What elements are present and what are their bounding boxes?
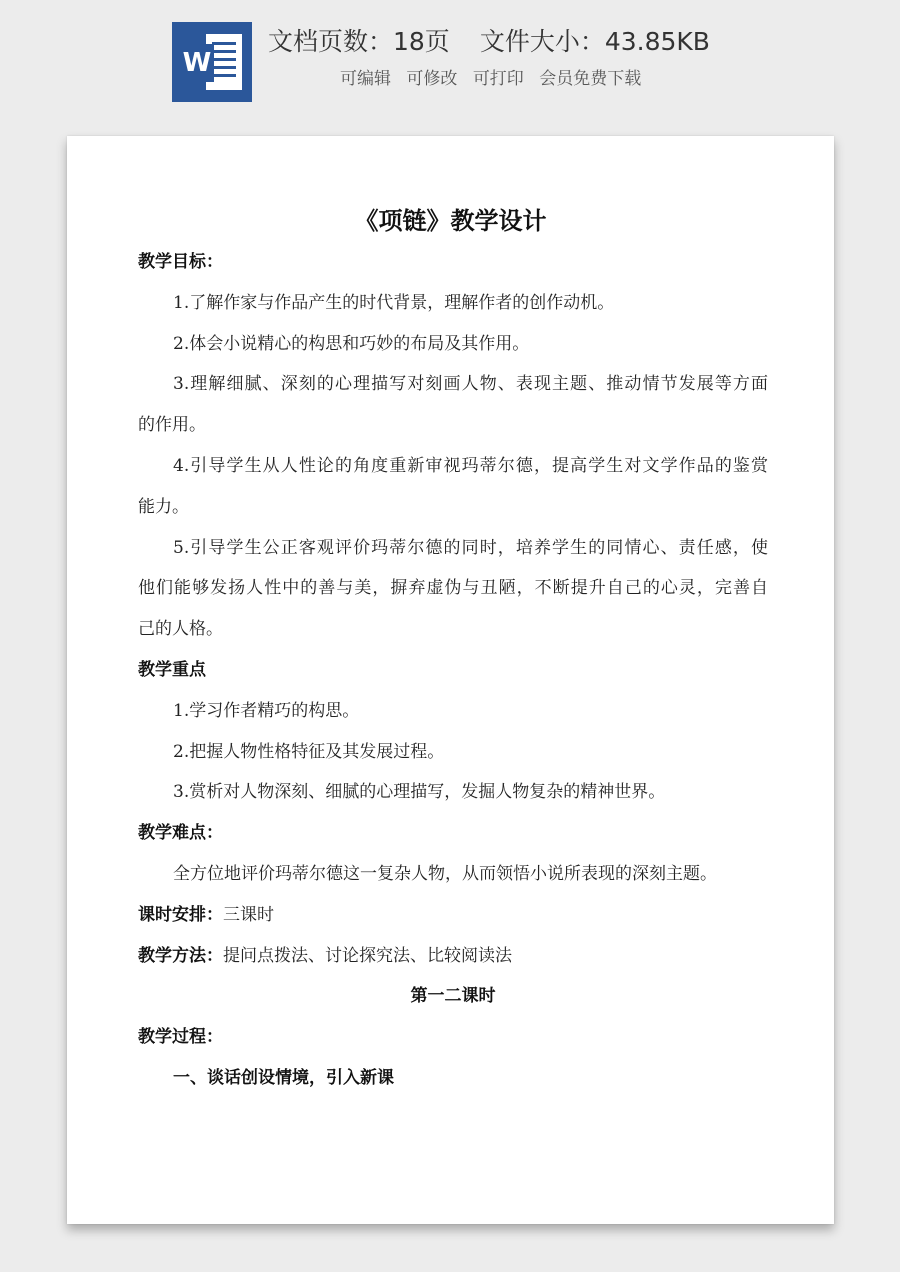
key-point-2: 2.把握人物性格特征及其发展过程。 [173,741,445,762]
file-size: 文件大小：43.85KB [479,27,710,56]
objective-2: 2.体会小说精心的构思和巧妙的布局及其作用。 [173,333,530,354]
difficulty-text: 全方位地评价玛蒂尔德这一复杂人物，从而领悟小说所表现的深刻主题。 [173,863,717,884]
objective-4-line-1: 4.引导学生从人性论的角度重新审视玛蒂尔德，提高学生对文学作品的鉴赏 [173,455,768,476]
process-step-1: 一、谈话创设情境，引入新课 [173,1067,394,1088]
key-points-heading: 教学重点 [138,659,206,680]
objective-5-line-1: 5.引导学生公正客观评价玛蒂尔德的同时，培养学生的同情心、责任感，使 [173,537,768,558]
objective-1: 1.了解作家与作品产生的时代背景，理解作者的创作动机。 [173,292,615,313]
objective-5-line-3: 己的人格。 [138,619,223,640]
word-doc-icon [172,22,252,102]
objective-3-line-1: 3.理解细腻、深刻的心理描写对刻画人物、表现主题、推动情节发展等方面 [173,374,768,395]
objective-4-line-2: 能力。 [138,496,189,517]
feature-free-download: 会员免费下载 [539,69,642,89]
key-point-3: 3.赏析对人物深刻、细腻的心理描写，发掘人物复杂的精神世界。 [173,782,666,803]
feature-printable: 可打印 [472,69,524,89]
word-logo-letter: W [180,44,214,82]
document-page [67,136,834,1224]
objective-5-line-2: 他们能够发扬人性中的善与美，摒弃虚伪与丑陋，不断提升自己的心灵，完善自 [138,578,768,599]
method-value: 提问点拨法、讨论探究法、比较阅读法 [223,945,512,966]
method-heading: 教学方法： [138,945,223,966]
feature-modifiable: 可修改 [406,69,458,89]
file-info-header [0,0,900,130]
feature-editable: 可编辑 [340,69,391,89]
objectives-heading: 教学目标： [138,252,223,272]
document-title: 《项链》教学设计 [354,207,547,235]
schedule-row [138,895,768,936]
document-body [138,242,768,1099]
difficulty-heading: 教学难点： [138,823,223,844]
section-title: 第一二课时 [410,986,496,1007]
feature-list [340,66,740,92]
key-point-1: 1.学习作者精巧的构思。 [173,700,360,721]
method-row [138,936,768,977]
process-heading: 教学过程： [138,1027,223,1048]
page-count: 文档页数：18页 [268,27,450,56]
schedule-value: 三课时 [223,904,274,925]
file-stats [268,24,788,60]
schedule-heading: 课时安排： [138,904,223,925]
objective-3-line-2: 的作用。 [138,415,206,436]
